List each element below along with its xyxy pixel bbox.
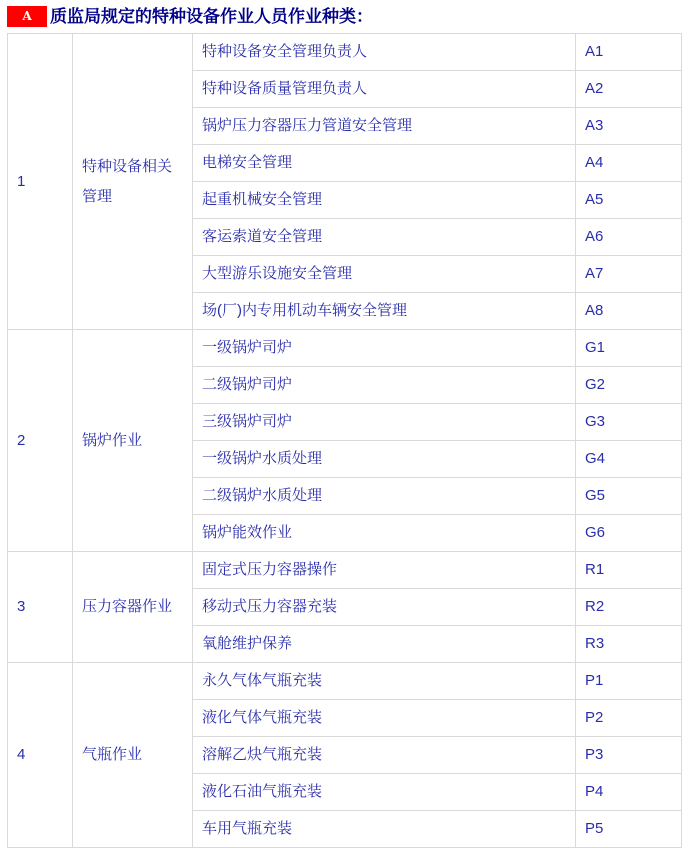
group-category-cell: 锅炉作业 — [73, 330, 193, 552]
item-name-cell: 电梯安全管理 — [193, 145, 576, 182]
item-code-cell: G4 — [576, 441, 682, 478]
item-code-cell: A5 — [576, 182, 682, 219]
item-code-cell: R2 — [576, 589, 682, 626]
item-name-cell: 氧舱维护保养 — [193, 626, 576, 663]
page-title: 质监局规定的特种设备作业人员作业种类： — [50, 7, 373, 26]
item-name-cell: 锅炉压力容器压力管道安全管理 — [193, 108, 576, 145]
item-name-cell: 二级锅炉水质处理 — [193, 478, 576, 515]
item-name-cell: 一级锅炉水质处理 — [193, 441, 576, 478]
item-code-cell: P1 — [576, 663, 682, 700]
item-name-cell: 三级锅炉司炉 — [193, 404, 576, 441]
item-code-cell: R1 — [576, 552, 682, 589]
item-name-cell: 溶解乙炔气瓶充装 — [193, 737, 576, 774]
group-index-cell: 3 — [8, 552, 73, 663]
group-category-cell: 压力容器作业 — [73, 552, 193, 663]
group-category-cell: 特种设备相关管理 — [73, 34, 193, 330]
group-index-cell: 1 — [8, 34, 73, 330]
item-code-cell: G3 — [576, 404, 682, 441]
item-name-cell: 特种设备质量管理负责人 — [193, 71, 576, 108]
table-row — [8, 663, 682, 700]
item-name-cell: 客运索道安全管理 — [193, 219, 576, 256]
item-code-cell: A8 — [576, 293, 682, 330]
item-code-cell: P3 — [576, 737, 682, 774]
item-name-cell: 永久气体气瓶充装 — [193, 663, 576, 700]
item-code-cell: A6 — [576, 219, 682, 256]
group-category-cell: 气瓶作业 — [73, 663, 193, 848]
item-name-cell: 特种设备安全管理负责人 — [193, 34, 576, 71]
item-name-cell: 一级锅炉司炉 — [193, 330, 576, 367]
group-index-cell: 2 — [8, 330, 73, 552]
item-name-cell: 固定式压力容器操作 — [193, 552, 576, 589]
item-code-cell: A1 — [576, 34, 682, 71]
item-name-cell: 起重机械安全管理 — [193, 182, 576, 219]
item-code-cell: G1 — [576, 330, 682, 367]
item-code-cell: P4 — [576, 774, 682, 811]
item-name-cell: 移动式压力容器充装 — [193, 589, 576, 626]
categories-table — [7, 33, 682, 848]
item-name-cell: 液化气体气瓶充装 — [193, 700, 576, 737]
item-name-cell: 二级锅炉司炉 — [193, 367, 576, 404]
table-row — [8, 552, 682, 589]
section-header — [7, 6, 373, 27]
table-row — [8, 34, 682, 71]
section-badge: A — [7, 6, 47, 27]
item-code-cell: A3 — [576, 108, 682, 145]
item-name-cell: 大型游乐设施安全管理 — [193, 256, 576, 293]
item-code-cell: P5 — [576, 811, 682, 848]
item-code-cell: A2 — [576, 71, 682, 108]
item-code-cell: G6 — [576, 515, 682, 552]
item-code-cell: P2 — [576, 700, 682, 737]
item-code-cell: A7 — [576, 256, 682, 293]
item-code-cell: G2 — [576, 367, 682, 404]
item-name-cell: 锅炉能效作业 — [193, 515, 576, 552]
table-row — [8, 330, 682, 367]
item-code-cell: A4 — [576, 145, 682, 182]
item-name-cell: 液化石油气瓶充装 — [193, 774, 576, 811]
item-name-cell: 场(厂)内专用机动车辆安全管理 — [193, 293, 576, 330]
item-code-cell: R3 — [576, 626, 682, 663]
item-code-cell: G5 — [576, 478, 682, 515]
item-name-cell: 车用气瓶充装 — [193, 811, 576, 848]
group-index-cell: 4 — [8, 663, 73, 848]
